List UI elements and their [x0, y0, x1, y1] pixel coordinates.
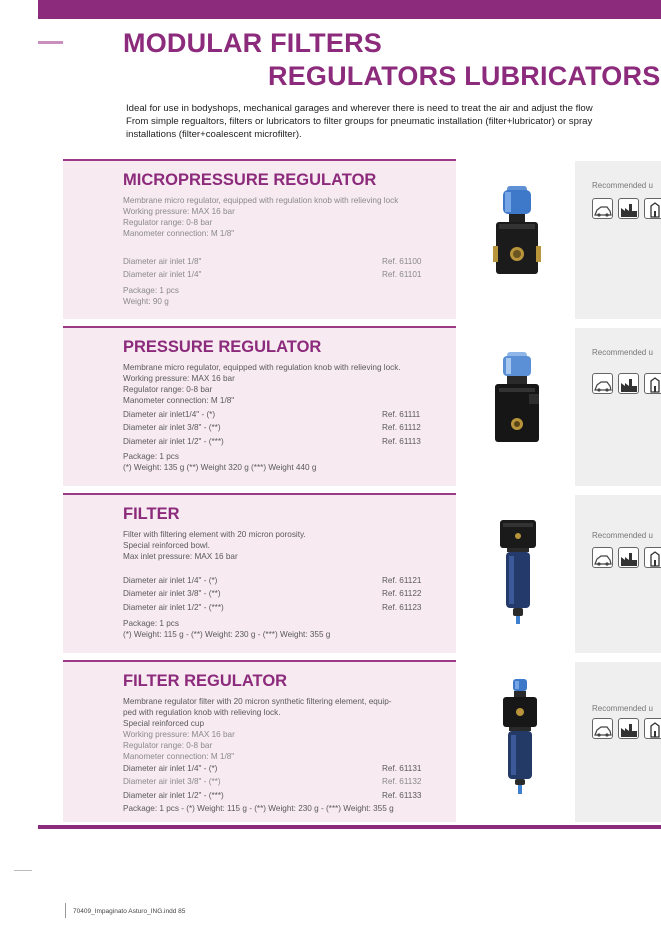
desc-line: Working pressure: MAX 16 bar [123, 207, 235, 216]
ref-code: Ref. 61131 [382, 764, 422, 773]
factory-icon [618, 198, 639, 219]
desc-line: Manometer connection: M 1/8" [123, 396, 235, 405]
intro-line: Ideal for use in bodyshops, mechanical garages and wherever there is need to treat the air and adjust the flow [126, 103, 593, 114]
car-icon [592, 547, 613, 568]
ref-code: Ref. 61100 [382, 257, 422, 266]
package-info [123, 285, 179, 307]
building-icon [644, 373, 661, 394]
product-section-pressure-regulator [63, 326, 456, 486]
package-line: Weight: 90 g [123, 297, 169, 306]
reference-row [123, 601, 443, 614]
reference-row [123, 421, 443, 434]
reference-list [123, 255, 443, 282]
reference-list [123, 574, 443, 614]
desc-line: Membrane regulator filter with 20 micron synthetic filtering element, equip- [123, 697, 392, 706]
building-icon [644, 198, 661, 219]
reference-list [123, 408, 443, 448]
desc-line: Regulator range: 0-8 bar [123, 218, 213, 227]
car-icon [592, 198, 613, 219]
ref-code: Ref. 61101 [382, 270, 422, 280]
package-line: Package: 1 pcs - (*) Weight: 115 g - (**) Weight: 230 g - (***) Weight: 355 g [123, 804, 394, 813]
recommended-use-icons [592, 547, 661, 568]
desc-line: Manometer connection: M 1/8" [123, 752, 235, 761]
recommended-use-panel [575, 326, 661, 486]
desc-line: Working pressure: MAX 16 bar [123, 374, 235, 383]
car-icon [592, 373, 613, 394]
ref-label: Diameter air inlet 1/4" [123, 270, 202, 280]
ref-code: Ref. 61121 [382, 576, 422, 585]
page-title-line2: REGULATORS LUBRICATORS [268, 61, 661, 91]
ref-code: Ref. 61112 [382, 423, 421, 433]
car-icon [592, 718, 613, 739]
ref-label: Diameter air inlet 1/8" [123, 257, 202, 266]
product-description [123, 696, 392, 762]
desc-line: Special reinforced bowl. [123, 541, 210, 550]
factory-icon [618, 373, 639, 394]
page-title-line1: MODULAR FILTERS [123, 28, 382, 58]
intro-line: From simple regualtors, filters or lubricators to filter groups for pneumatic installation (filter+lubricator) or spray [126, 116, 593, 128]
product-description [123, 362, 401, 406]
reference-list [123, 762, 443, 802]
recommended-use-icons [592, 373, 661, 394]
product-title: PRESSURE REGULATOR [123, 338, 322, 356]
reference-row [123, 435, 443, 448]
desc-line: Regulator range: 0-8 bar [123, 741, 213, 750]
ref-label: Diameter air inlet1/4" - (*) [123, 410, 216, 419]
reference-row [123, 255, 443, 268]
ref-label: Diameter air inlet 3/8" - (**) [123, 423, 221, 433]
desc-line: ped with regulation knob with relieving lock. [123, 708, 281, 717]
micropressure-regulator-image [487, 184, 547, 284]
reference-row [123, 587, 443, 600]
ref-label: Diameter air inlet 1/2" - (***) [123, 436, 224, 446]
side-marker [38, 41, 63, 44]
package-line: Package: 1 pcs [123, 619, 179, 628]
reference-row [123, 775, 443, 788]
product-title: FILTER [123, 505, 180, 523]
filter-regulator-image [496, 677, 544, 797]
footer-filename: 70409_Impaginato Asturo_ING.indd 85 [73, 908, 186, 915]
desc-line: Filter with filtering element with 20 micron porosity. [123, 530, 306, 539]
recommended-use-panel [575, 159, 661, 319]
reference-row [123, 268, 443, 281]
product-title: FILTER REGULATOR [123, 672, 288, 690]
recommended-use-icons [592, 718, 661, 739]
ref-code: Ref. 61111 [382, 410, 421, 419]
ref-label: Diameter air inlet 3/8" - (**) [123, 589, 221, 599]
crop-mark [14, 870, 32, 871]
recommended-use-label: Recommended u [592, 704, 653, 713]
reference-row [123, 762, 443, 775]
package-line: (*) Weight: 115 g - (**) Weight: 230 g - (***) Weight: 355 g [123, 630, 331, 639]
filter-image [496, 518, 540, 628]
ref-code: Ref. 61123 [382, 602, 422, 612]
ref-label: Diameter air inlet 1/4" - (*) [123, 764, 218, 773]
product-title: MICROPRESSURE REGULATOR [123, 171, 377, 189]
ref-code: Ref. 61133 [382, 790, 422, 800]
reference-row [123, 408, 443, 421]
ref-code: Ref. 61122 [382, 589, 422, 599]
factory-icon [618, 718, 639, 739]
desc-line: Special reinforced cup [123, 719, 205, 728]
package-line: Package: 1 pcs [123, 286, 179, 295]
product-section-micropressure-regulator [63, 159, 456, 319]
product-section-filter [63, 493, 456, 653]
product-description [123, 529, 306, 562]
pressure-regulator-image [485, 350, 549, 450]
product-description [123, 195, 398, 239]
desc-line: Working pressure: MAX 16 bar [123, 730, 235, 739]
package-line: (*) Weight: 135 g (**) Weight 320 g (***) Weight 440 g [123, 463, 317, 472]
ref-code: Ref. 61132 [382, 777, 422, 787]
desc-line: Regulator range: 0-8 bar [123, 385, 213, 394]
factory-icon [618, 547, 639, 568]
desc-line: Membrane micro regulator, equipped with regulation knob with relieving lock. [123, 363, 401, 372]
bottom-accent-bar [38, 825, 661, 829]
package-info [123, 803, 394, 814]
package-line: Package: 1 pcs [123, 452, 179, 461]
desc-line: Max inlet pressure: MAX 16 bar [123, 552, 238, 561]
recommended-use-panel [575, 493, 661, 653]
ref-label: Diameter air inlet 1/2" - (***) [123, 790, 224, 800]
reference-row [123, 574, 443, 587]
building-icon [644, 718, 661, 739]
intro-line: installations (filter+coalescent microfilter). [126, 129, 302, 141]
ref-label: Diameter air inlet 1/2" - (***) [123, 602, 224, 612]
ref-code: Ref. 61113 [382, 436, 421, 446]
recommended-use-label: Recommended u [592, 348, 653, 357]
intro-text [126, 102, 661, 142]
footer-rule [65, 903, 66, 918]
recommended-use-icons [592, 198, 661, 219]
recommended-use-label: Recommended u [592, 531, 653, 540]
package-info [123, 618, 330, 640]
building-icon [644, 547, 661, 568]
package-info [123, 451, 316, 473]
ref-label: Diameter air inlet 3/8" - (**) [123, 777, 221, 787]
reference-row [123, 789, 443, 802]
recommended-use-panel [575, 660, 661, 822]
desc-line: Manometer connection: M 1/8" [123, 229, 235, 238]
desc-line: Membrane micro regulator, equipped with regulation knob with relieving lock [123, 196, 399, 205]
recommended-use-label: Recommended u [592, 181, 653, 190]
top-accent-bar [38, 0, 661, 19]
product-section-filter-regulator [63, 660, 456, 822]
ref-label: Diameter air inlet 1/4" - (*) [123, 576, 218, 585]
